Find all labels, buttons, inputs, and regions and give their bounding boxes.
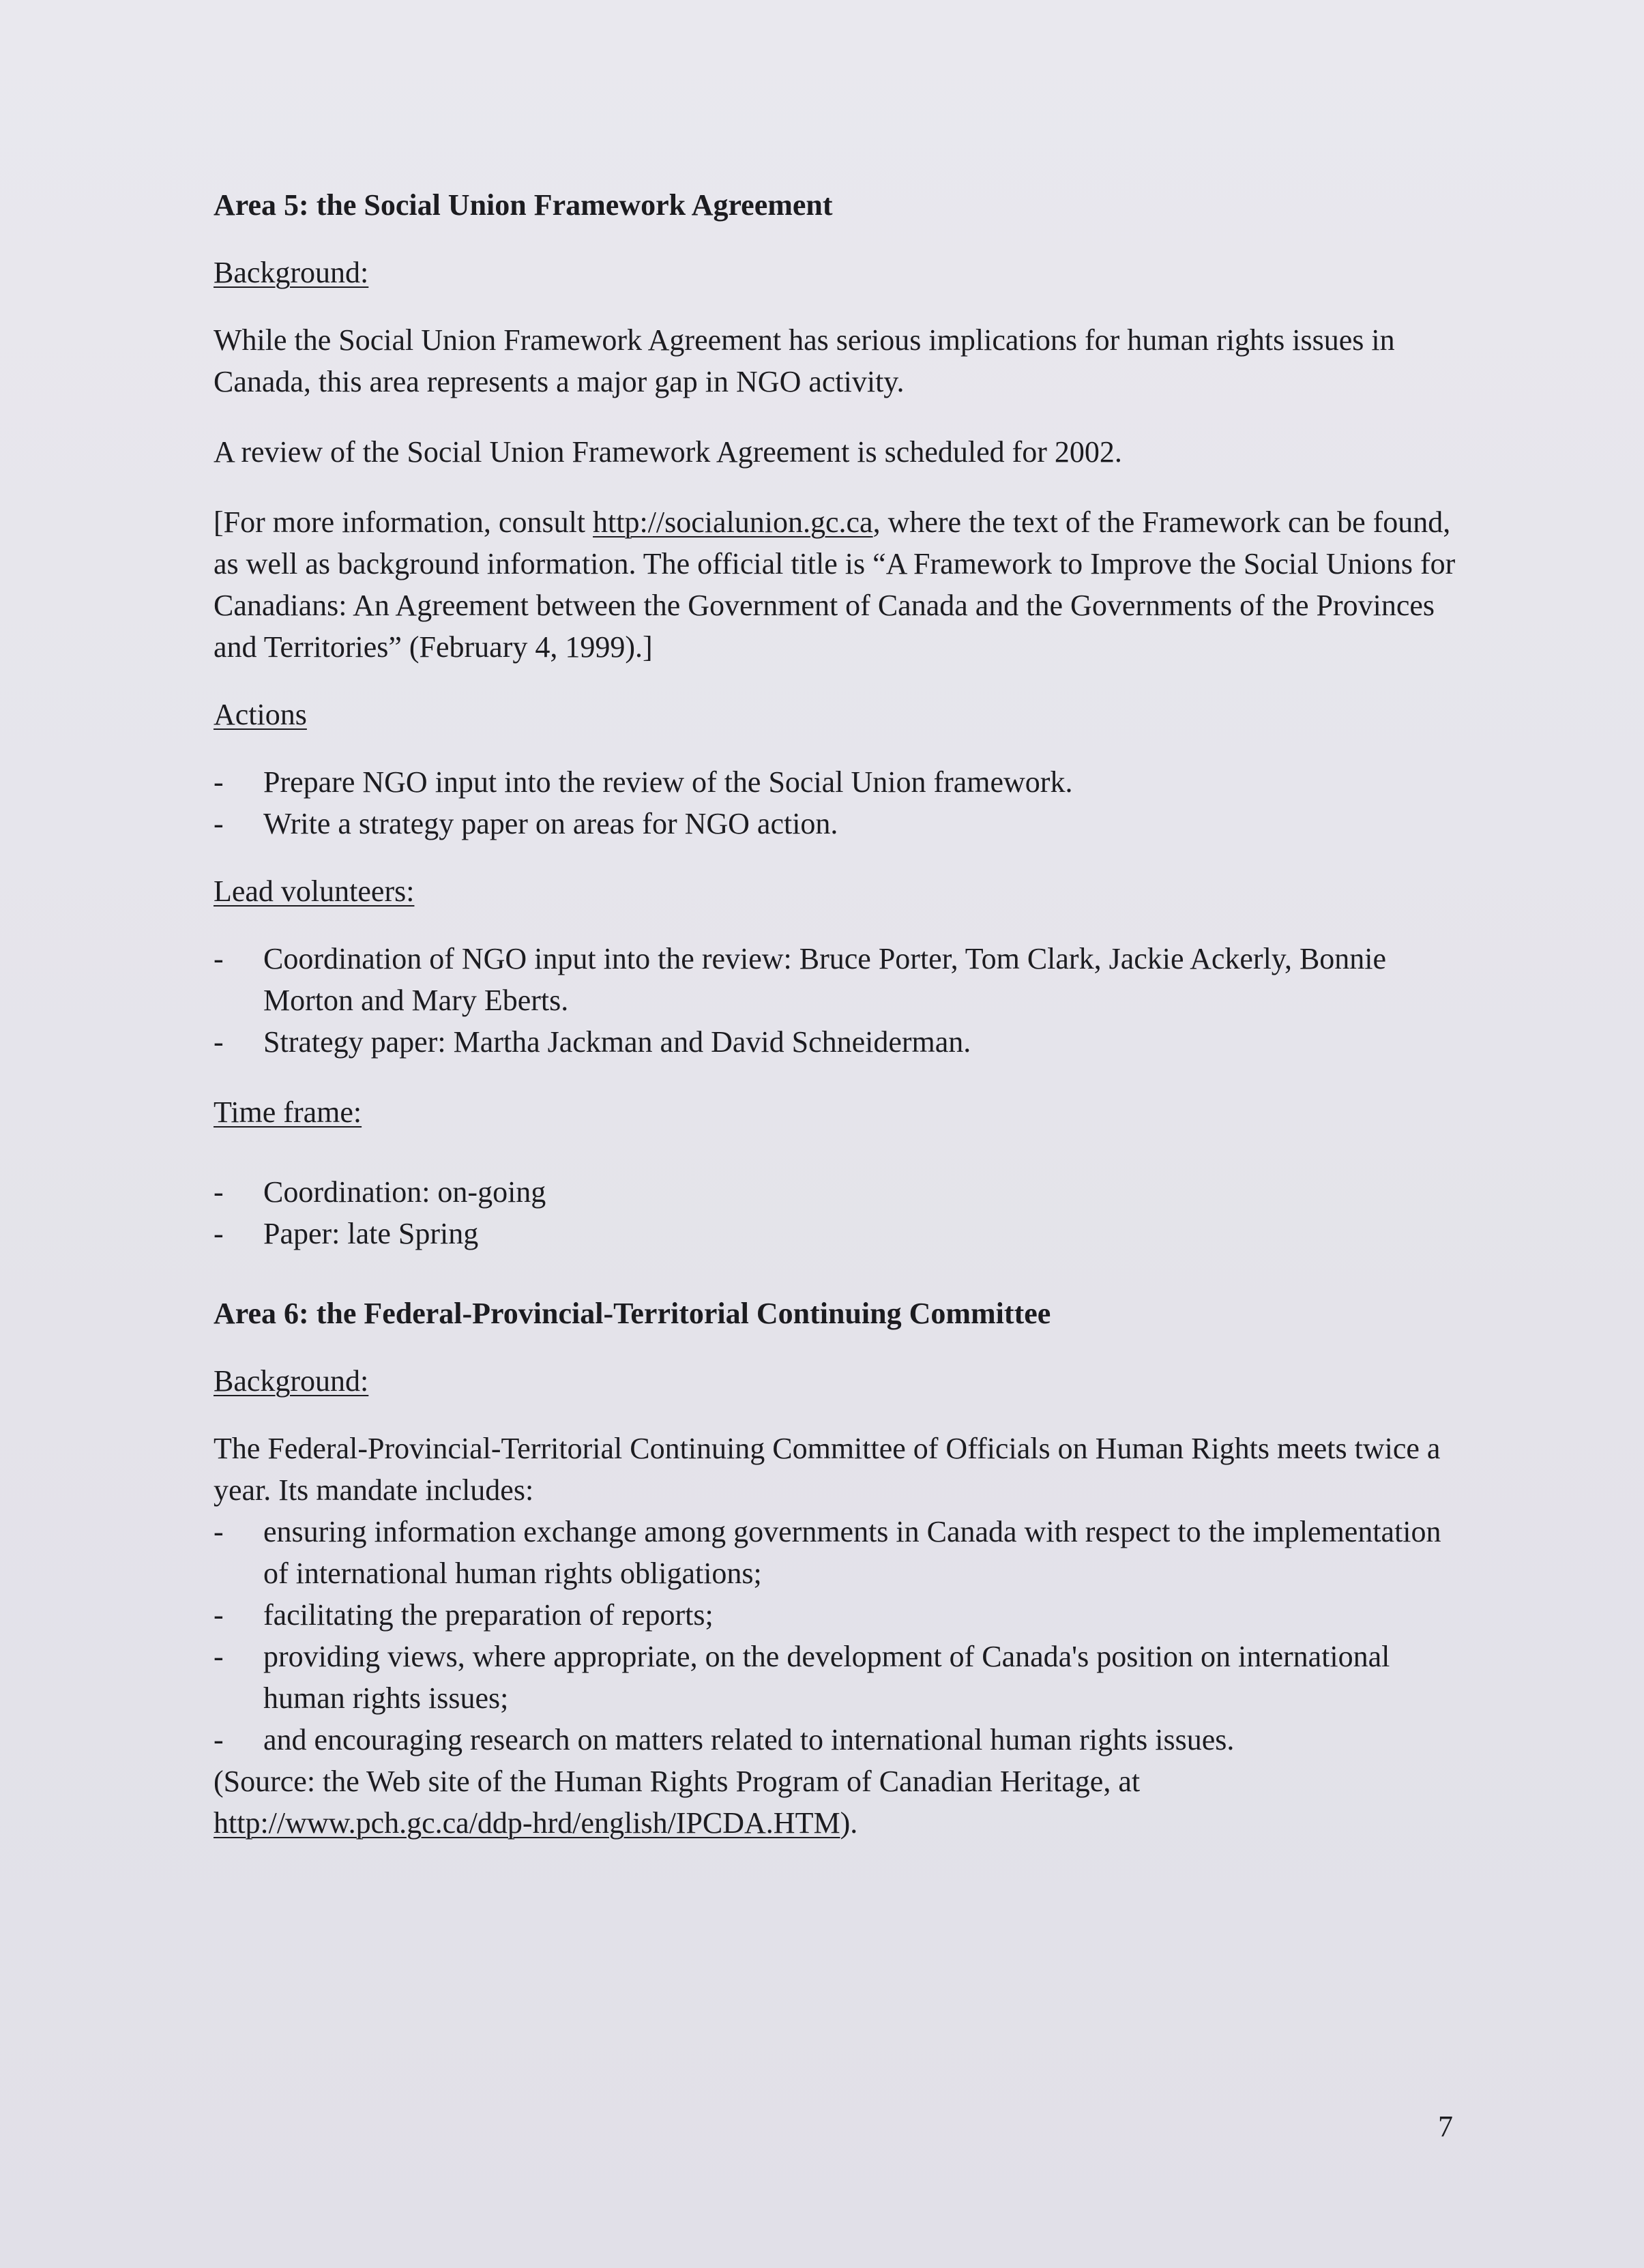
page-content	[214, 184, 1462, 1844]
area5-actions-label	[214, 694, 1462, 735]
area5-background-label	[214, 252, 1462, 293]
area6-background-label	[214, 1360, 1462, 1402]
time-label-text: Time frame:	[214, 1095, 362, 1129]
list-item: - Strategy paper: Martha Jackman and David Schneiderman.	[214, 1021, 1462, 1063]
page-number: 7	[1438, 2110, 1453, 2143]
list-item: - Prepare NGO input into the review of the Social Union framework.	[214, 761, 1462, 803]
info-pre-text: [For more information, consult	[214, 505, 593, 539]
area5-info-paragraph	[214, 501, 1462, 668]
area6-source	[214, 1761, 1462, 1844]
list-item: - ensuring information exchange among governments in Canada with respect to the implementation of international human rights obligations;	[214, 1511, 1462, 1594]
lead-label-text: Lead volunteers:	[214, 874, 415, 908]
list-item: - Coordination of NGO input into the review: Bruce Porter, Tom Clark, Jackie Ackerly, Bonnie Morton and Mary Eberts.	[214, 938, 1462, 1021]
source-pre-text: (Source: the Web site of the Human Rights Program of Canadian Heritage, at	[214, 1765, 1141, 1798]
info-post-text: , where the text of the Framework can be found, as well as background information. The official title is “A Framework to Improve the Social Unions for Canadians: An Agreement between the Government of Canada and the Governments of the Provinces and Territories” (February 4, 1999).]	[214, 505, 1456, 664]
area5-times-list	[214, 1171, 1462, 1254]
area6-heading: Area 6: the Federal-Provincial-Territorial Continuing Committee	[214, 1297, 1051, 1330]
area5-actions-list	[214, 761, 1462, 844]
list-item: - Paper: late Spring	[214, 1213, 1462, 1254]
list-item: - and encouraging research on matters related to international human rights issues.	[214, 1719, 1462, 1761]
area6-mandate-list	[214, 1511, 1462, 1761]
list-item: - Write a strategy paper on areas for NGO action.	[214, 803, 1462, 844]
list-item: - facilitating the preparation of reports;	[214, 1594, 1462, 1636]
area5-background-paragraph-1: While the Social Union Framework Agreement has serious implications for human rights issues in Canada, this area represents a major gap in NGO activity.	[214, 323, 1395, 398]
actions-label-text: Actions	[214, 698, 307, 731]
socialunion-link[interactable]: http://socialunion.gc.ca	[593, 505, 873, 539]
source-post-text: ).	[840, 1806, 858, 1840]
background-label-text: Background:	[214, 256, 369, 289]
list-item: - providing views, where appropriate, on the development of Canada's position on international human rights issues;	[214, 1636, 1462, 1719]
area5-time-label	[214, 1091, 1462, 1133]
area6-intro: The Federal-Provincial-Territorial Continuing Committee of Officials on Human Rights meets twice a year. Its mandate includes:	[214, 1432, 1441, 1507]
area5-background-paragraph-2: A review of the Social Union Framework Agreement is scheduled for 2002.	[214, 435, 1122, 469]
area5-heading: Area 5: the Social Union Framework Agreement	[214, 188, 833, 222]
list-item: - Coordination: on-going	[214, 1171, 1462, 1213]
background-label-text: Background:	[214, 1364, 369, 1398]
area5-lead-label	[214, 870, 1462, 912]
area5-leads-list	[214, 938, 1462, 1063]
pch-link[interactable]: http://www.pch.gc.ca/ddp-hrd/english/IPCDA.HTM	[214, 1806, 840, 1840]
